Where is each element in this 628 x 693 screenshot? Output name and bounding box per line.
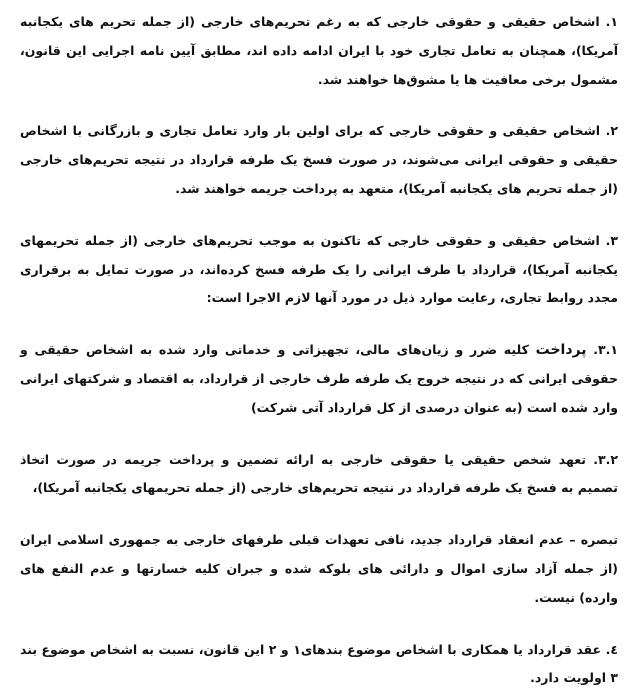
- paragraph-3-1: [20, 336, 618, 422]
- paragraph-1: ۱. اشخاص حقیقی و حقوقی خارجی که به رغم تحریم‌های خارجی (از جمله تحریم های یکجانبه آمریکا)، همچنان به تعامل تجاری خود با ایران ادامه داده اند، مطابق آیین نامه اجرایی این قانون، مشمول برخی معافیت ها یا مشوق‌ها خواهند شد.: [20, 14, 618, 87]
- paragraph-4: ٤. عقد قرارداد یا همکاری با اشخاص موضوع بندهای۱ و ۲ این قانون، نسبت به اشخاص موضوع بند ۳ اولویت دارد.: [20, 641, 618, 686]
- note-paragraph: تبصره – عدم انعقاد قرارداد جدید، نافی تعهدات قبلی طرفهای خارجی به جمهوری اسلامی ایران (از جمله آزاد سازی اموال و دارائی های بلوکه شده و جبران کلیه خسارتها و عدم النفع های وارده) نیست.: [20, 532, 618, 605]
- item-lead-word: پرداخت: [535, 342, 587, 359]
- paragraph-3: ۳. اشخاص حقیقی و حقوقی خارجی که تاکنون به موجب تحریم‌های خارجی (از جمله تحریمهای یکجانبه آمریکا)، قرارداد با طرف ایرانی را یک طرفه فسخ کرده‌اند، در صورت تمایل به برقراری مجدد روابط تجاری، رعایت موارد ذیل در مورد آنها لازم الاجرا است:: [20, 232, 618, 306]
- item-text: کلیه ضرر و زیان‌های مالی، تجهیزاتی و خدماتی وارد شده به اشخاص حقیقی و حقوقی ایرانی که در نتیجه خروج یک طرفه طرف خارجی از قرارداد، به اقتصاد و شرکتهای ایرانی وارد شده است (به عنوان درصدی از کل قرارداد آتی شرکت): [20, 342, 618, 415]
- paragraph-3-2: ۳.۲. تعهد شخص حقیقی یا حقوقی خارجی به ارائه تضمین و پرداخت جریمه در صورت اتخاذ تصمیم به فسخ یک طرفه قرارداد در نتیجه تحریم‌های خارجی (از جمله تحریمهای یکجانبه آمریکا)،: [20, 451, 618, 496]
- item-number: ۳.۱.: [593, 342, 618, 358]
- paragraph-2: ۲. اشخاص حقیقی و حقوقی خارجی که برای اولین بار وارد تعامل تجاری و بازرگانی با اشخاص حقیقی و حقوقی ایرانی می‌شوند، در صورت فسخ یک طرفه قرارداد در نتیجه تحریم‌های خارجی (از جمله تحریم های یکجانبه آمریکا)، متعهد به پرداخت جریمه خواهند شد.: [20, 123, 618, 196]
